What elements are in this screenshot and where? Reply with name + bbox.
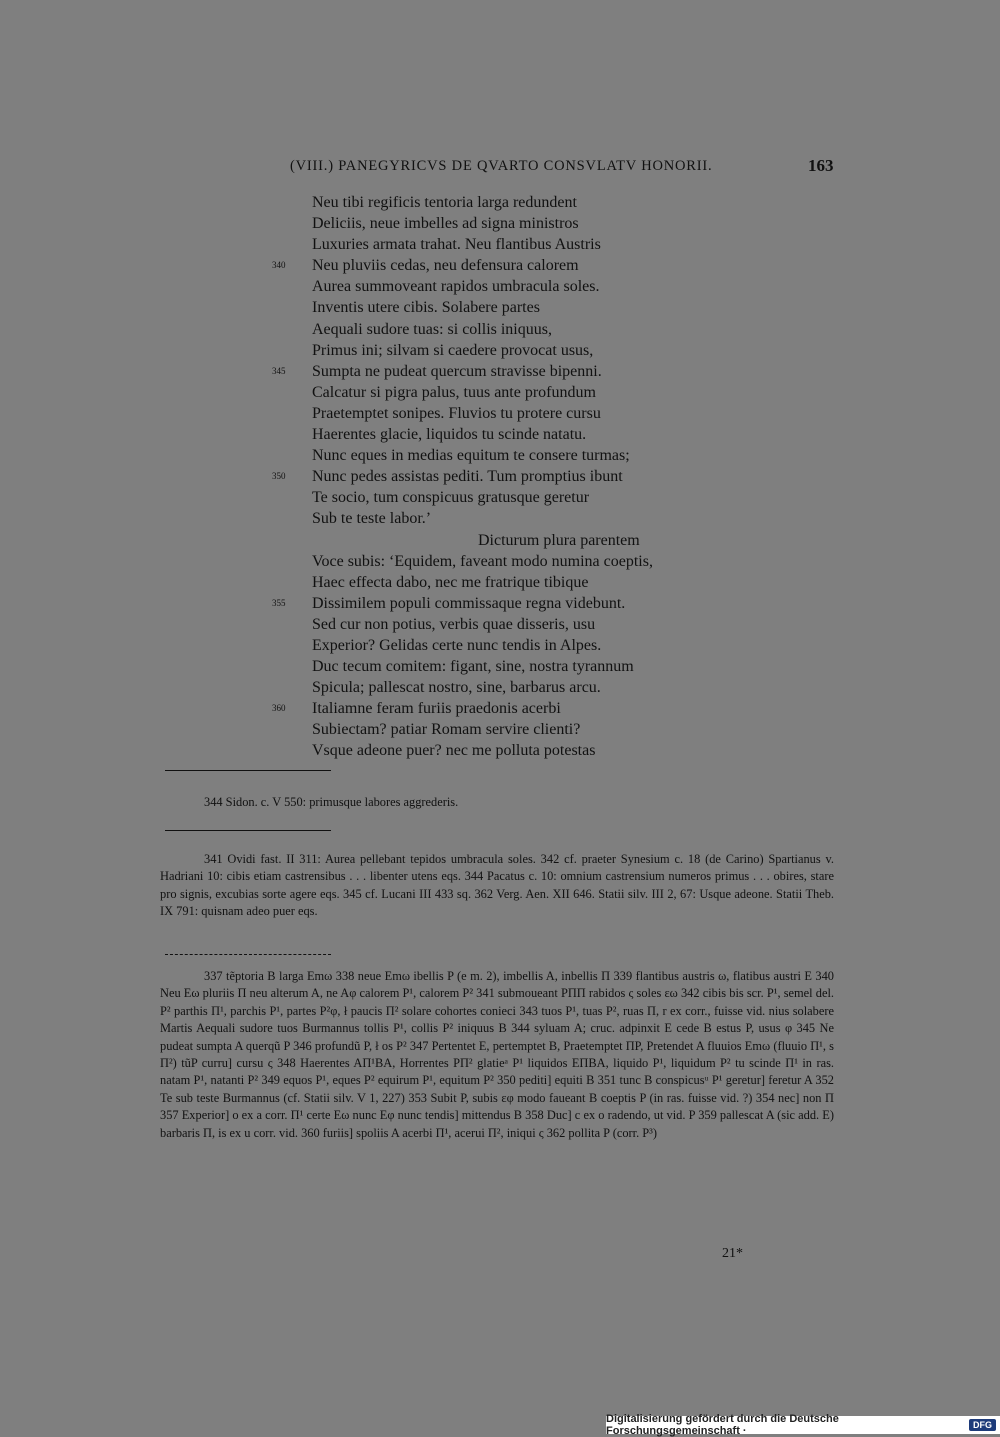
verse-line [272, 593, 832, 614]
dfg-logo: DFG [969, 1419, 996, 1431]
verse-text: Inventis utere cibis. Solabere partes [312, 299, 540, 317]
verse-text: Deliciis, neue imbelles ad signa ministros [312, 215, 579, 233]
verse-text: Calcatur si pigra palus, tuus ante profundum [312, 383, 596, 401]
verse-line [272, 466, 832, 487]
verse-line [272, 255, 832, 276]
verse-text: Spicula; pallescat nostro, sine, barbarus arcu. [312, 679, 601, 697]
verse-line [312, 508, 832, 529]
verse-line [312, 424, 832, 445]
verse-line [272, 698, 832, 719]
separator-rule [165, 830, 331, 831]
verse-line [312, 551, 832, 572]
verse-text: Sed cur non potius, verbis quae disseris, usu [312, 615, 596, 633]
line-number: 350 [272, 471, 286, 482]
verse-text: Luxuries armata trahat. Neu flantibus Austris [312, 236, 601, 254]
verse-line [312, 487, 832, 508]
verse-line [312, 530, 832, 551]
verse-line [312, 297, 832, 318]
verse-text: Voce subis: ‘Equidem, faveant modo numina coeptis, [312, 552, 653, 570]
verse-block [272, 192, 832, 762]
verse-line [312, 445, 832, 466]
verse-line [312, 614, 832, 635]
verse-text: Primus ini; silvam si caedere provocat usus, [312, 341, 594, 359]
footnote-text: 341 Ovidi fast. II 311: Aurea pellebant tepidos umbracula soles. 342 cf. praeter Synesium c. 18 (de Carino) Spartianus v. Hadriani 10: cibis etiam castrensibus . . . libenter utens eqs. 344 Pacatus c. 10: omnium castrensium numeros primus . . . obires, stare pro signis, excubias sorte agere eqs. 345 cf. Lucani III 433 sq. 362 Verg. Aen. XII 646. Statii silv. III 2, 67: Usque adeone. Statii Theb. IX 791: quisnam adeo puer eqs. [160, 852, 834, 919]
verse-text: Duc tecum comitem: figant, sine, nostra tyrannum [312, 658, 634, 676]
verse-line [312, 319, 832, 340]
verse-text: Aurea summoveant rapidos umbracula soles. [312, 278, 600, 296]
verse-text: Dissimilem populi commissaque regna videbunt. [312, 594, 626, 612]
verse-text: Haerentes glacie, liquidos tu scinde natatu. [312, 426, 587, 444]
verse-line [272, 361, 832, 382]
verse-text: Italiamne feram furiis praedonis acerbi [312, 700, 561, 718]
verse-text: Neu tibi regificis tentoria larga redundent [312, 194, 577, 211]
verse-line [312, 213, 832, 234]
verse-text: Te socio, tum conspicuus gratusque geretur [312, 489, 590, 507]
footer-label: Digitalisierung gefördert durch die Deutsche Forschungsgemeinschaft · [606, 1413, 839, 1437]
separator-rule [165, 770, 331, 771]
footnote-parallels-short: 344 Sidon. c. V 550: primusque labores aggrederis. [204, 795, 459, 809]
running-header-title: (VIII.) PANEGYRICVS DE QVARTO CONSVLATV HONORII. [290, 158, 713, 174]
verse-line [312, 340, 832, 361]
verse-text: Neu pluviis cedas, neu defensura calorem [312, 257, 579, 275]
verse-line [312, 719, 832, 740]
verse-text: Praetemptet sonipes. Fluvios tu protere cursu [312, 404, 601, 422]
separator-rule [165, 954, 331, 955]
line-number: 345 [272, 365, 286, 376]
critical-apparatus [160, 968, 834, 1142]
verse-line [312, 635, 832, 656]
verse-text: Nunc pedes assistas pediti. Tum promptius ibunt [312, 468, 623, 486]
verse-text: Haec effecta dabo, nec me fratrique tibique [312, 573, 589, 591]
page-number: 163 [808, 156, 834, 175]
verse-line [312, 740, 832, 761]
signature-mark: 21* [722, 1246, 743, 1261]
verse-text: Sub te teste labor.’ [312, 510, 432, 528]
apparatus-text: 337 tẽptoria B larga Emω 338 neue Emω ibellis P (e m. 2), imbellis A, inbellis Π 339 flantibus austris ω, flatibus austri E 340 Neu Eω pluriis Π neu alterum A, ne Aφ calorem P¹, calorem P² 341 submoueant PΠΠ rabidos ς soles εω 342 cibis bis scr. P¹, semel del. P² parthis Π¹, parchis P¹, partes P²φ, ł paucis Π² solare cohortes conieci 343 tuos P¹, tuas P², ruas Π, r ex corr., fuisse vid. nius solabere Martis Aequali sudore tuos Burmannus tollis P¹, collis P² iniquus B 344 syluam A; cruc. adpinxit E cede B estus P, usus φ 345 Ne pudeat sumpta A querqũ P 346 profundũ P, ł os P² 347 Pertentet E, pertemptet B, Praetemptet ΠP, Pretendet A fluuios Emω (fluuio Π¹, s Π²) tũP curru] cursu ς 348 Haerentes AΠ¹BA, Horrentes PΠ² glatieᵃ P¹ liquidos EΠBA, liquido P¹, liquidum P² tu scinde Π¹ in ras. natam P¹, natanti P² 349 equos P¹, eques P² equirum P¹, equitum P² 350 pediti] equiti B 351 tunc B conspicusᵘ P¹ geretur] feretur A 352 Te sub teste Burmannus (cf. Statii silv. V 1, 227) 353 Subit P, subis εφ modo faueant B coeptis P (in ras. fuisse vid. ?) 354 nec] non Π 357 Experior] o ex a corr. Π¹ certe Eω nunc Eφ nunc tendis] mittendus B 358 Duc] c ex o radendo, ut vid. P 359 pallescat A (sic add. E) barbaris Π, is ex u corr. vid. 360 furiis] spoliis A acerbi Π¹, acerui Π², iniqui ς 362 pollita P (corr. P³) [160, 969, 834, 1140]
footnote-parallels [160, 851, 834, 921]
verse-text: Nunc eques in medias equitum te consere turmas; [312, 447, 630, 465]
line-number: 360 [272, 703, 286, 714]
verse-text: Aequali sudore tuas: si collis iniquus, [312, 320, 552, 338]
verse-text: Sumpta ne pudeat quercum stravisse bipenni. [312, 362, 602, 380]
verse-text: Experior? Gelidas certe nunc tendis in Alpes. [312, 636, 602, 654]
verse-line [312, 234, 832, 255]
verse-line [312, 192, 832, 213]
verse-text: Dicturum plura parentem [478, 531, 640, 549]
line-number: 355 [272, 597, 286, 608]
verse-line [312, 403, 832, 424]
verse-text: Subiectam? patiar Romam servire clienti? [312, 721, 581, 739]
line-number: 340 [272, 260, 286, 271]
verse-line [312, 677, 832, 698]
verse-line [312, 382, 832, 403]
verse-line [312, 276, 832, 297]
verse-line [312, 572, 832, 593]
verse-text: Vsque adeone puer? nec me polluta potestas [312, 742, 596, 760]
digitization-footer [606, 1413, 1000, 1437]
verse-line [312, 656, 832, 677]
